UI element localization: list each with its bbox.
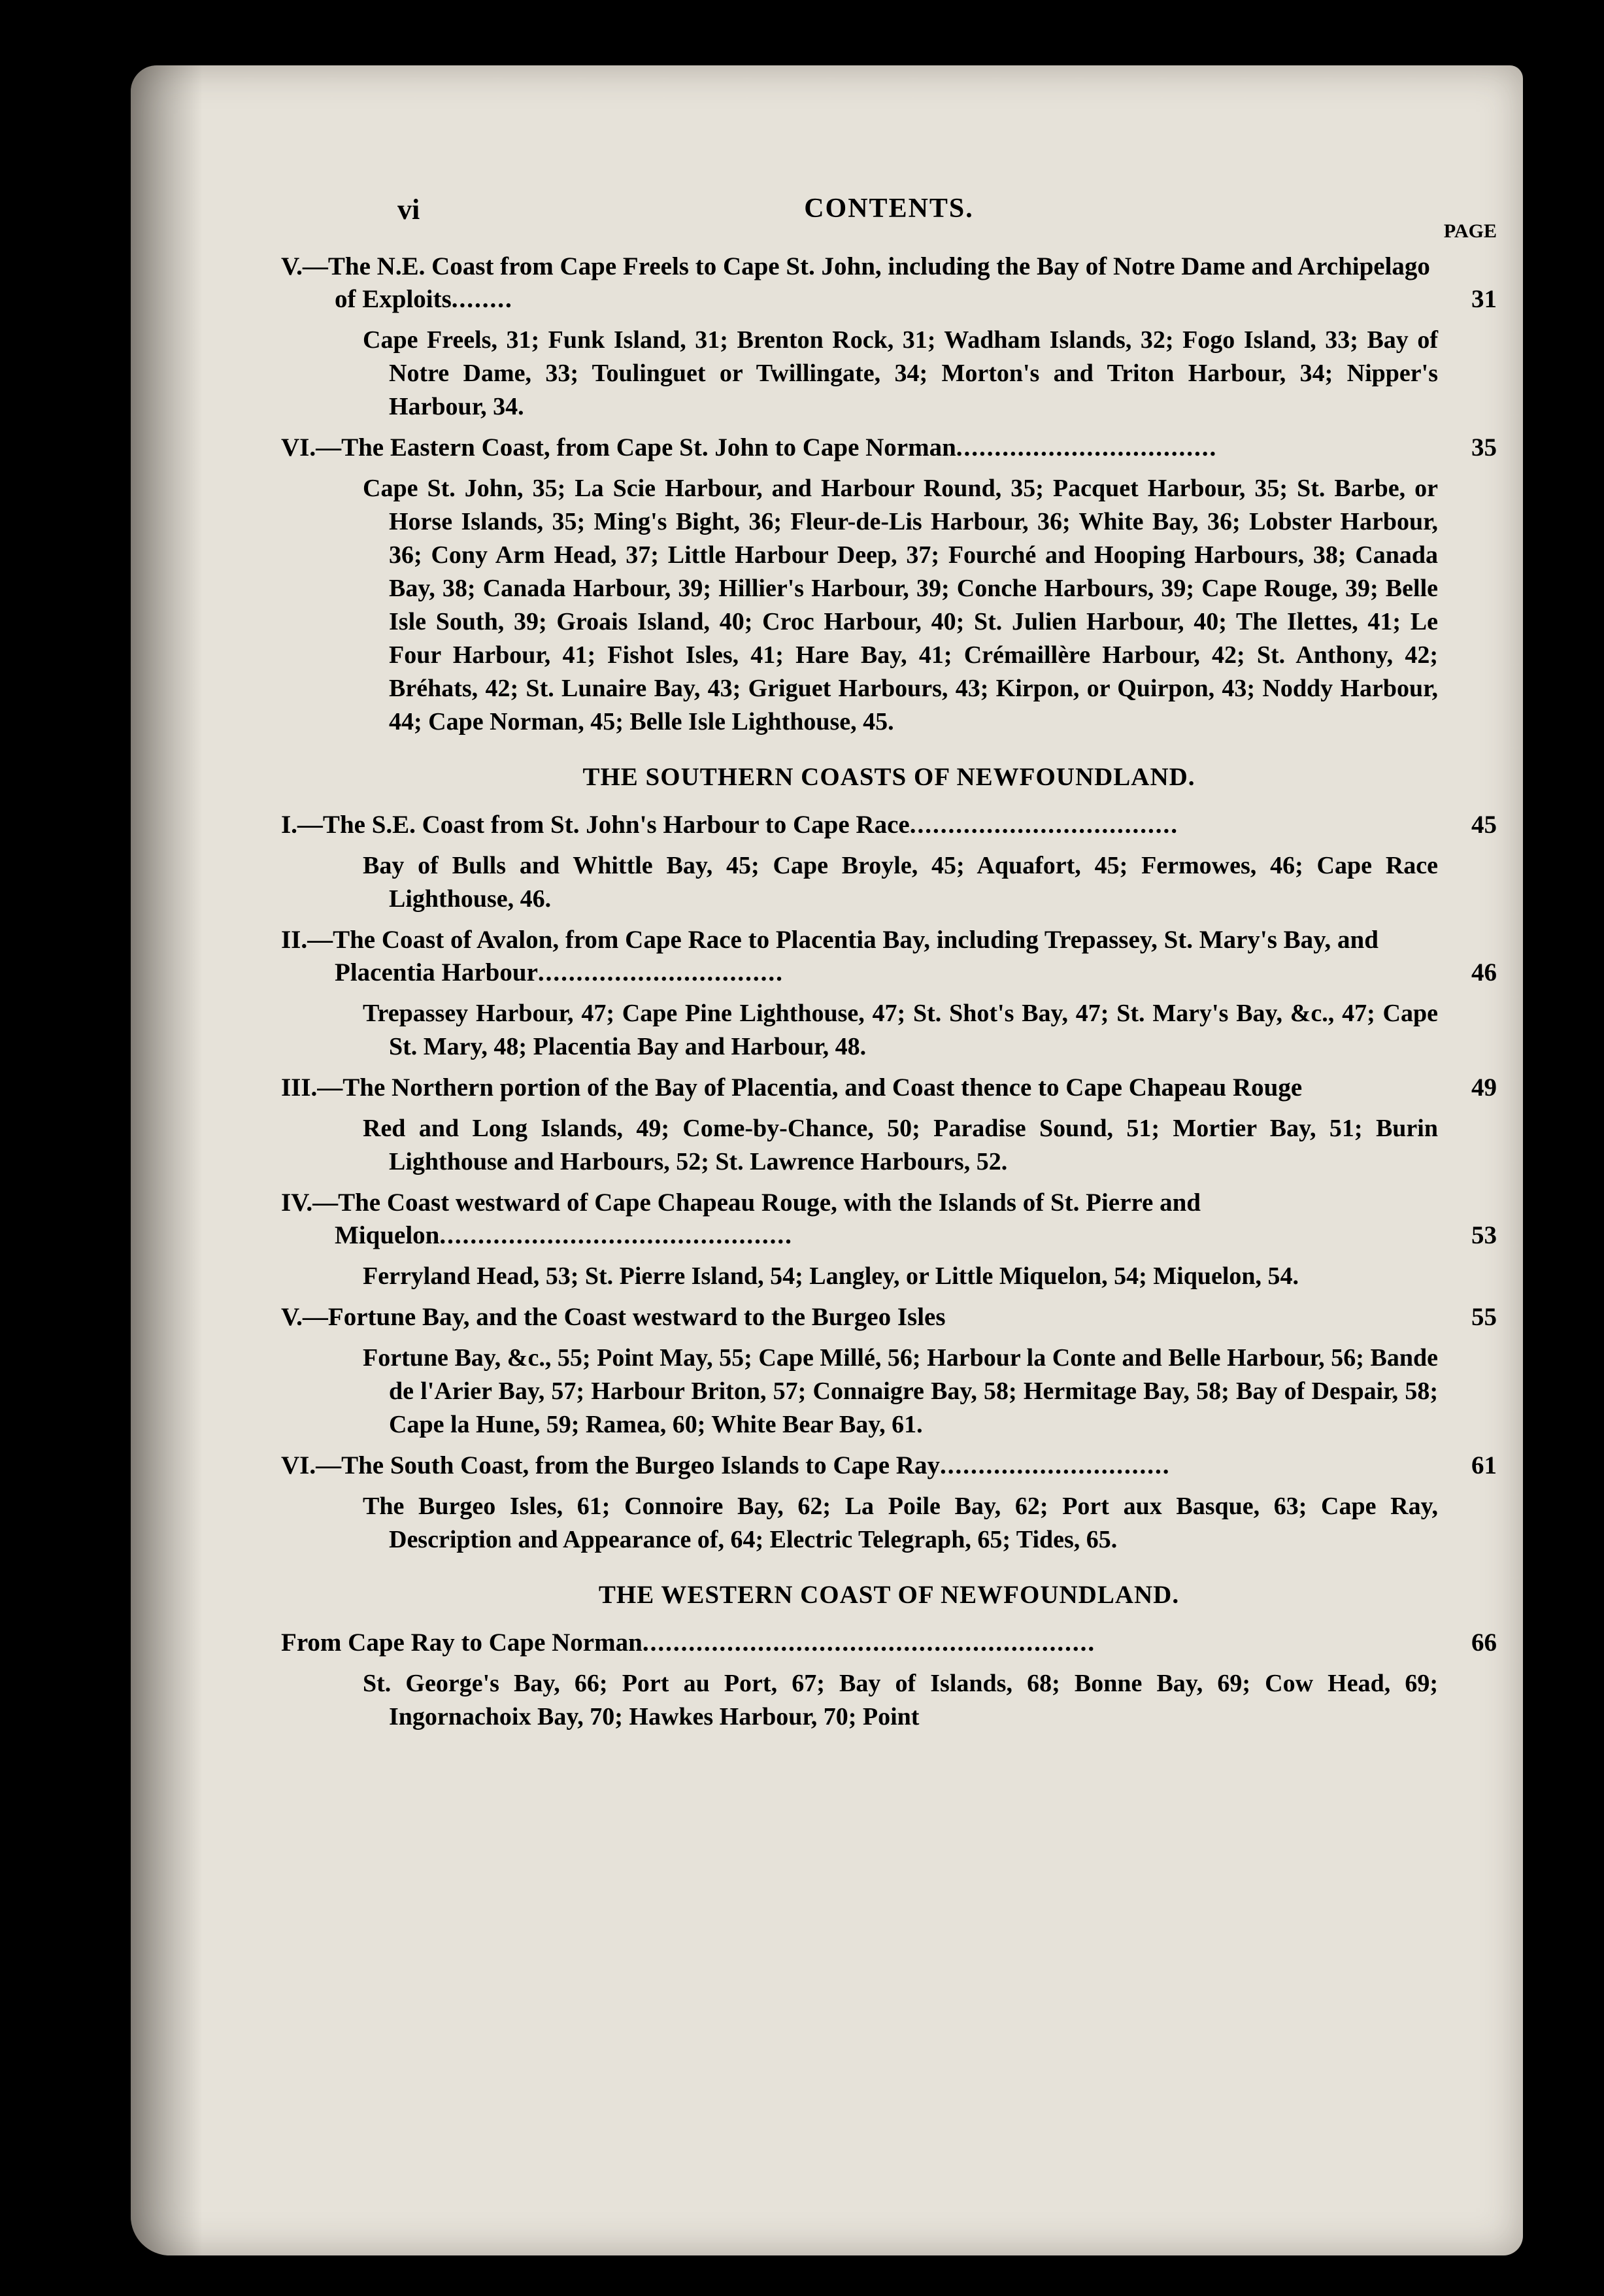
toc-entry-page: 46 <box>1471 958 1497 987</box>
toc-entry-title: V.—Fortune Bay, and the Coast westward to the Burgeo Isles <box>281 1303 946 1331</box>
contents-page <box>281 186 1497 1734</box>
toc-entry-heading <box>281 1627 1497 1659</box>
toc-entry-title: V.—The N.E. Coast from Cape Freels to Cape St. John, including the Bay of Notre Dame and Archipelago of Exploits <box>281 252 1430 313</box>
toc-entry-details: St. George's Bay, 66; Port au Port, 67; Bay of Islands, 68; Bonne Bay, 69; Cow Head, 69; Ingornachoix Bay, 70; Hawkes Harbour, 70; Point <box>363 1670 1438 1730</box>
dot-leader: ................................... <box>909 811 1178 839</box>
page-shadow-edge <box>131 65 203 2255</box>
toc-entry <box>281 250 1497 424</box>
toc-entry-page: 53 <box>1471 1221 1497 1249</box>
toc-entry-heading <box>281 250 1497 316</box>
toc-entry-details: Red and Long Islands, 49; Come-by-Chance, 50; Paradise Sound, 51; Mortier Bay, 51; Burin Lighthouse and Harbours, 52; St. Lawrence Harbours, 52. <box>363 1115 1438 1175</box>
dot-leader: ........................................................... <box>642 1629 1096 1657</box>
toc-entry-details: Cape Freels, 31; Funk Island, 31; Brenton Rock, 31; Wadham Islands, 32; Fogo Island, 33; Bay of Notre Dame, 33; Toulinguet or Twillingate, 34; Morton's and Triton Harbour, 34; Nipper's Harbour, 34. <box>363 326 1438 420</box>
toc-entry-heading <box>281 431 1497 464</box>
toc-entry <box>281 809 1497 916</box>
toc-entry <box>281 1072 1497 1179</box>
dot-leader: ................................ <box>537 958 784 987</box>
toc-entry-title: VI.—The Eastern Coast, from Cape St. John to Cape Norman <box>281 433 956 462</box>
toc-entry-details: The Burgeo Isles, 61; Connoire Bay, 62; La Poile Bay, 62; Port aux Basque, 63; Cape Ray, Description and Appearance of, 64; Electric Telegraph, 65; Tides, 65. <box>363 1493 1438 1553</box>
section-heading-western: THE WESTERN COAST OF NEWFOUNDLAND. <box>598 1581 1180 1609</box>
toc-entry-title: IV.—The Coast westward of Cape Chapeau Rouge, with the Islands of St. Pierre and Miquelon <box>281 1189 1201 1249</box>
toc-entry-page: 35 <box>1471 433 1497 462</box>
toc-entry-heading <box>281 924 1497 989</box>
page-number: vi <box>397 194 420 226</box>
dot-leader: .............................................. <box>439 1221 793 1249</box>
page-title: CONTENTS. <box>804 194 974 224</box>
dot-leader: ........ <box>451 285 513 313</box>
toc-entry-heading <box>281 1072 1497 1104</box>
toc-entry-page: 61 <box>1471 1451 1497 1479</box>
section-heading-southern: THE SOUTHERN COASTS OF NEWFOUNDLAND. <box>582 763 1195 791</box>
page-column-label: PAGE <box>1443 220 1497 242</box>
toc-entry-heading <box>281 1187 1497 1252</box>
toc-entry <box>281 1627 1497 1734</box>
dot-leader: .............................. <box>939 1451 1171 1479</box>
toc-entry-details: Fortune Bay, &c., 55; Point May, 55; Cape Millé, 56; Harbour la Conte and Belle Harbour, 56; Bande de l'Arier Bay, 57; Harbour Briton, 57; Connaigre Bay, 58; Hermitage Bay, 58; Bay of Despair, 58; Cape la Hune, 59; Ramea, 60; White Bear Bay, 61. <box>363 1344 1438 1438</box>
toc-entry-title: From Cape Ray to Cape Norman <box>281 1629 643 1657</box>
toc-entry <box>281 924 1497 1064</box>
toc-entry-title: VI.—The South Coast, from the Burgeo Islands to Cape Ray <box>281 1451 940 1479</box>
toc-entry <box>281 1301 1497 1442</box>
toc-entry-title: III.—The Northern portion of the Bay of Placentia, and Coast thence to Cape Chapeau Rouge <box>281 1073 1303 1102</box>
toc-entry-page: 31 <box>1471 285 1497 313</box>
toc-entry-heading <box>281 1301 1497 1334</box>
toc-entry-details: Cape St. John, 35; La Scie Harbour, and Harbour Round, 35; Pacquet Harbour, 35; St. Barbe, or Horse Islands, 35; Ming's Bight, 36; Fleur-de-Lis Harbour, 36; White Bay, 36; Lobster Harbour, 36; Cony Arm Head, 37; Little Harbour Deep, 37; Fourché and Hooping Harbours, 38; Canada Bay, 38; Canada Harbour, 39; Hillier's Harbour, 39; Conche Harbours, 39; Cape Rouge, 39; Belle Isle South, 39; Groais Island, 40; Croc Harbour, 40; St. Julien Harbour, 40; The Ilettes, 41; Le Four Harbour, 41; Fishot Isles, 41; Hare Bay, 41; Crémaillère Harbour, 42; St. Anthony, 42; Bréhats, 42; St. Lunaire Bay, 43; Griguet Harbours, 43; Kirpon, or Quirpon, 43; Noddy Harbour, 44; Cape Norman, 45; Belle Isle Lighthouse, 45. <box>363 475 1438 735</box>
toc-entry-heading <box>281 809 1497 841</box>
toc-entry-details: Trepassey Harbour, 47; Cape Pine Lighthouse, 47; St. Shot's Bay, 47; St. Mary's Bay, &c., 47; Cape St. Mary, 48; Placentia Bay and Harbour, 48. <box>363 1000 1438 1060</box>
toc-entry-page: 45 <box>1471 811 1497 839</box>
toc-entry <box>281 1449 1497 1557</box>
toc-entry-title: II.—The Coast of Avalon, from Cape Race to Placentia Bay, including Trepassey, St. Mary's Bay, and Placentia Harbour <box>281 926 1378 987</box>
dot-leader: .................................. <box>956 433 1218 462</box>
toc-entry-heading <box>281 1449 1497 1482</box>
toc-entry <box>281 1187 1497 1293</box>
toc-entry-page: 49 <box>1471 1073 1497 1102</box>
toc-entry-page: 55 <box>1471 1303 1497 1331</box>
toc-entry-details: Bay of Bulls and Whittle Bay, 45; Cape Broyle, 45; Aquafort, 45; Fermowes, 46; Cape Race Lighthouse, 46. <box>363 852 1438 913</box>
toc-entry-page: 66 <box>1471 1629 1497 1657</box>
toc-entry-details: Ferryland Head, 53; St. Pierre Island, 54; Langley, or Little Miquelon, 54; Miquelon, 54. <box>363 1262 1299 1290</box>
toc-entry-title: I.—The S.E. Coast from St. John's Harbour to Cape Race <box>281 811 910 839</box>
toc-entry <box>281 431 1497 739</box>
